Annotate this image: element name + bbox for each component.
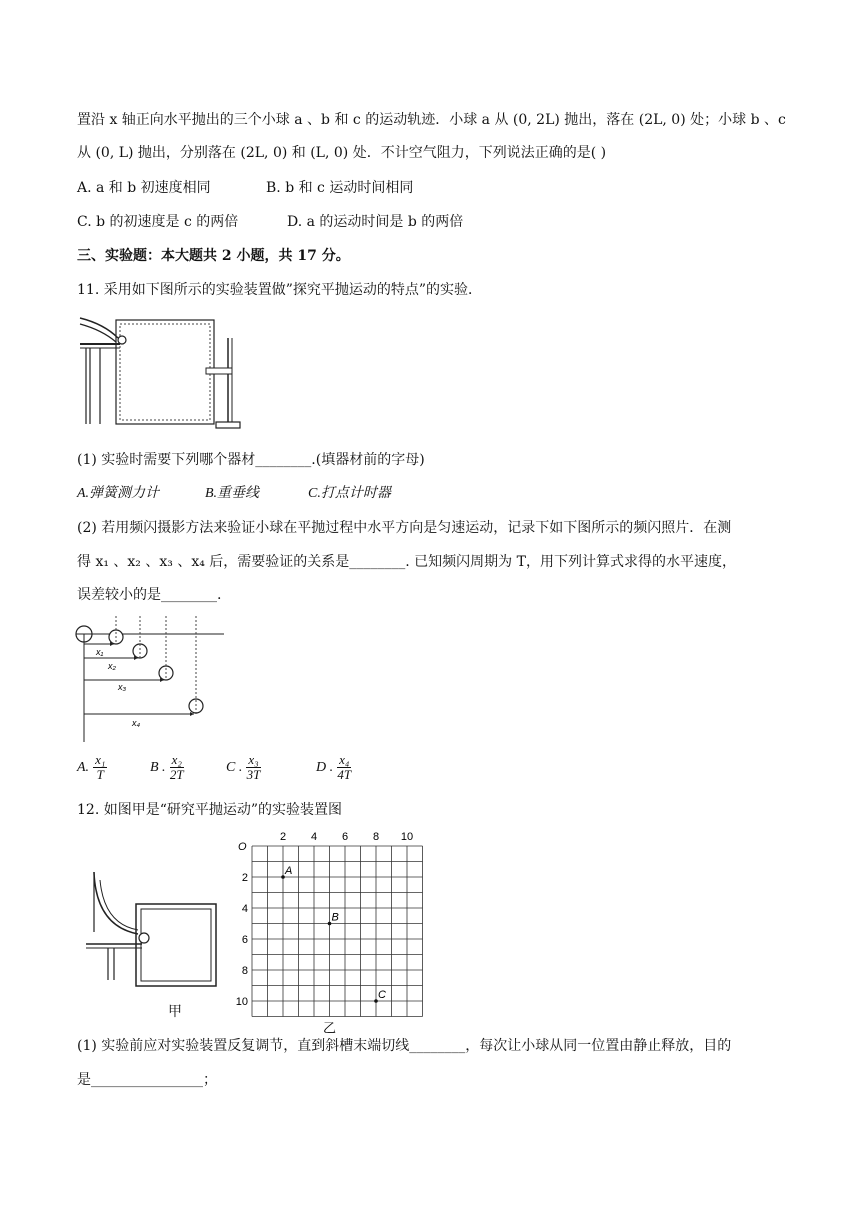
q12-stem: 12. 如图甲是“研究平抛运动”的实验装置图 bbox=[77, 802, 343, 818]
q10-option-a: A. a 和 b 初速度相同 bbox=[77, 180, 211, 196]
q11-part2-line3: 误差较小的是________. bbox=[77, 587, 222, 603]
q10-line2: 从 (0, L) 抛出，分别落在 (2L, 0) 和 (L, 0) 处．不计空气阻力，下列说法正确的是( ) bbox=[77, 145, 607, 161]
q11-part1: (1) 实验时需要下列哪个器材________.(填器材前的字母) bbox=[77, 452, 425, 468]
left-tick-label: 6 bbox=[241, 934, 248, 946]
ball-2 bbox=[133, 644, 147, 658]
origin-label: O bbox=[238, 841, 247, 853]
x4-label: x₄ bbox=[132, 718, 141, 728]
top-tick-label: 4 bbox=[310, 831, 318, 843]
q10-line1: 置沿 x 轴正向水平抛出的三个小球 a 、b 和 c 的运动轨迹．小球 a 从 (0, 2L) 抛出，落在 (2L, 0) 处；小球 b 、c bbox=[77, 112, 786, 128]
q11-stem: 11. 采用如下图所示的实验装置做”探究平抛运动的特点”的实验． bbox=[77, 282, 483, 298]
top-tick-label: 2 bbox=[279, 831, 287, 843]
apparatus-jia-figure bbox=[84, 870, 234, 1000]
q11-part2-line1: (2) 若用频闪摄影方法来验证小球在平抛过程中水平方向是匀速运动，记录下如下图所示的频闪照片．在测 bbox=[77, 520, 732, 536]
q11-part2-line2: 得 x₁ 、x₂ 、x₃ 、x₄ 后，需要验证的关系是________. 已知频闪周期为 T，用下列计算式求得的水平速度， bbox=[77, 554, 736, 570]
q12-part1-line1: (1) 实验前应对实验装置反复调节，直到斜槽末端切线________，每次让小球从同一位置由静止释放，目的 bbox=[77, 1038, 732, 1054]
q11-option-d: D . $\frac{\text{x₄}}{4T}$ bbox=[316, 751, 352, 782]
x1-label: x₁ bbox=[96, 647, 104, 657]
q10-option-d: D. a 的运动时间是 b 的两倍 bbox=[287, 214, 464, 230]
q11-choice-b: B.重垂线 bbox=[205, 486, 260, 501]
point-label-b: B bbox=[331, 911, 339, 924]
fig-yi-label: 乙 bbox=[322, 1020, 337, 1036]
section-heading: 三、实验题：本大题共 2 小题，共 17 分。 bbox=[77, 248, 350, 264]
apparatus-figure bbox=[76, 312, 248, 430]
left-tick-label: 2 bbox=[241, 872, 248, 884]
top-tick-label: 10 bbox=[400, 831, 414, 843]
x3-label: x₃ bbox=[118, 682, 127, 692]
left-tick-label: 10 bbox=[235, 996, 248, 1008]
left-tick-label: 8 bbox=[241, 965, 248, 977]
left-tick-label: 4 bbox=[241, 903, 248, 915]
grid-figure-yi bbox=[228, 826, 424, 1036]
q11-choice-c: C.打点计时器 bbox=[308, 486, 391, 501]
q11-choice-a: A.弹簧测力计 bbox=[77, 486, 160, 501]
x2-label: x₂ bbox=[108, 661, 116, 671]
q11-option-b: B . $\frac{\text{x₂}}{2T}$ bbox=[150, 751, 184, 782]
point-label-a: A bbox=[285, 865, 293, 877]
point-label-c: C bbox=[378, 989, 386, 1001]
strobe-photo-figure bbox=[74, 616, 226, 744]
top-tick-label: 8 bbox=[372, 831, 380, 843]
top-tick-label: 6 bbox=[341, 831, 349, 843]
q12-part1-line2: 是________________； bbox=[77, 1072, 217, 1088]
q10-option-b: B. b 和 c 运动时间相同 bbox=[266, 180, 414, 196]
q11-option-c: C . $\frac{\text{x₃}}{3T}$ bbox=[226, 751, 261, 782]
fig-jia-caption: 甲 bbox=[168, 1004, 182, 1020]
q10-option-c: C. b 的初速度是 c 的两倍 bbox=[77, 214, 239, 230]
q11-option-a: A. $\frac{\text{x₁}}{T}$ bbox=[77, 751, 106, 782]
